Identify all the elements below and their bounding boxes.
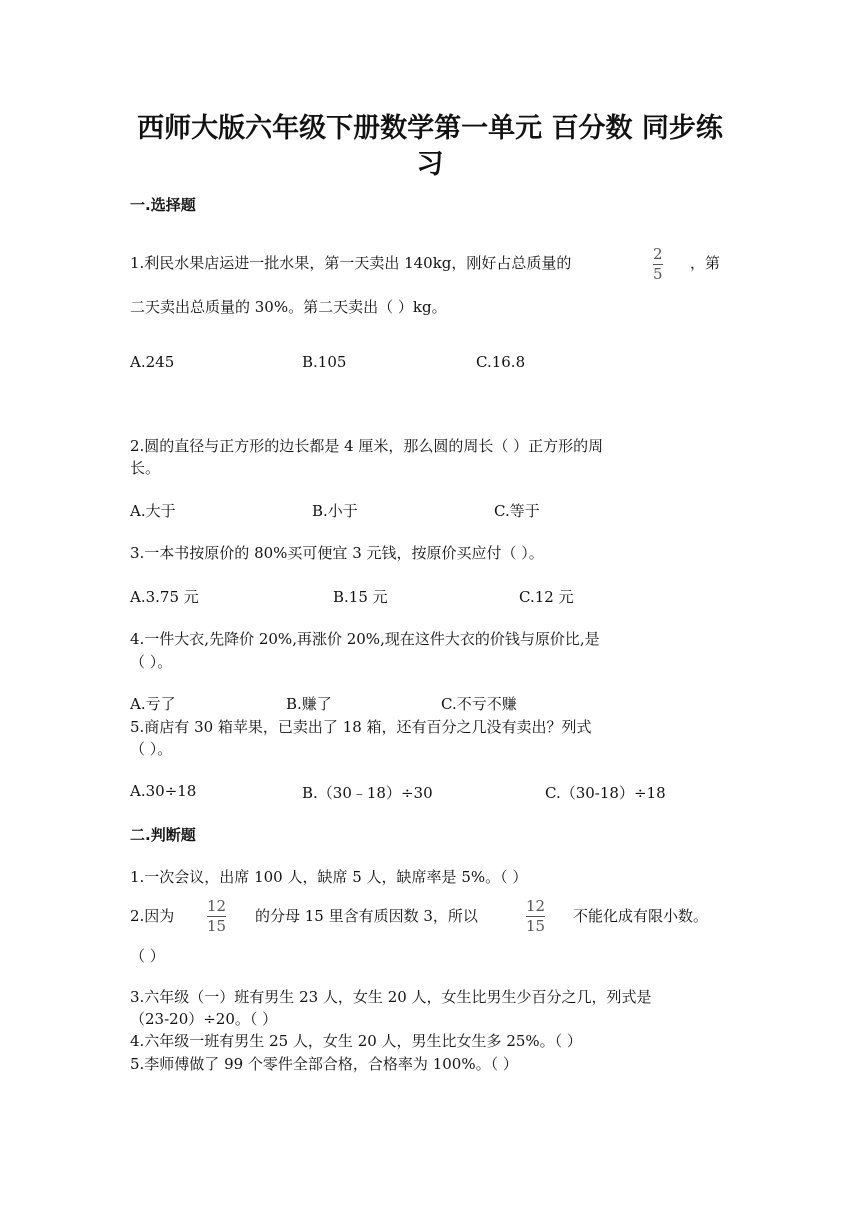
q5-option-a: A.30÷18 (130, 782, 197, 800)
q1-text-line1-end: ，第 (690, 254, 721, 272)
q5-text-line2: （ ）。 (130, 740, 173, 758)
q4-option-b: B.赚了 (286, 695, 332, 713)
j2-fraction-1 (207, 896, 226, 934)
j2-fraction-2-numerator: 12 (526, 897, 546, 915)
q4-text-line1: 4.一件大衣,先降价 20%,再涨价 20%,现在这件大衣的价钱与原价比,是 (130, 630, 600, 648)
j2-text-line2: （ ） (130, 947, 165, 965)
q2-text-line1: 2.圆的直径与正方形的边长都是 4 厘米，那么圆的周长（ ）正方形的周 (130, 437, 604, 455)
j3-text-line1: 3.六年级（一）班有男生 23 人，女生 20 人，女生比男生少百分之几，列式是 (130, 988, 652, 1006)
q3-option-c: C.12 元 (519, 588, 574, 606)
j5-text: 5.李师傅做了 99 个零件全部合格，合格率为 100%。（ ） (130, 1055, 518, 1073)
j2-fraction-2 (526, 896, 545, 934)
q5-text-line1: 5.商店有 30 箱苹果，已卖出了 18 箱，还有百分之几没有卖出？列式 (130, 718, 592, 736)
q1-fraction (653, 244, 663, 282)
j1-text: 1.一次会议，出席 100 人，缺席 5 人，缺席率是 5%。（ ） (130, 868, 528, 886)
q1-option-a: A.245 (130, 353, 175, 371)
q1-text-line1: 1.利民水果店运进一批水果，第一天卖出 140kg，刚好占总质量的 (130, 254, 572, 272)
q4-option-a: A.亏了 (130, 695, 176, 713)
j2-fraction-2-denominator: 15 (526, 917, 546, 935)
j4-text: 4.六年级一班有男生 25 人，女生 20 人，男生比女生多 25%。（ ） (130, 1032, 582, 1050)
q1-fraction-denominator: 5 (653, 265, 663, 283)
j2-text-start: 2.因为 (130, 907, 175, 925)
q2-option-b: B.小于 (312, 502, 358, 520)
section-heading-choice: 一.选择题 (130, 196, 196, 214)
q4-text-line2: （ ）。 (130, 653, 173, 671)
j2-text-middle: 的分母 15 里含有质因数 3，所以 (255, 907, 478, 925)
section-heading-judgement: 二.判断题 (130, 826, 196, 844)
page-title-line1: 西师大版六年级下册数学第一单元 百分数 同步练 (137, 113, 723, 144)
q1-text-line2: 二天卖出总质量的 30%。第二天卖出（ ）kg。 (130, 298, 447, 316)
q2-option-c: C.等于 (494, 502, 540, 520)
j2-text-end: 不能化成有限小数。 (573, 907, 709, 925)
q4-option-c: C.不亏不赚 (441, 695, 517, 713)
q5-option-b: B.（30﹣18）÷30 (302, 784, 433, 802)
page-title-line2: 习 (416, 149, 444, 180)
q3-option-b: B.15 元 (333, 588, 388, 606)
q1-fraction-numerator: 2 (653, 245, 663, 263)
q2-text-line2: 长。 (130, 459, 161, 477)
q3-option-a: A.3.75 元 (130, 588, 199, 606)
q1-option-c: C.16.8 (476, 353, 526, 371)
q2-option-a: A.大于 (130, 502, 176, 520)
q5-option-c: C.（30-18）÷18 (545, 784, 666, 802)
j3-text-line2: （23-20）÷20。（ ） (130, 1010, 278, 1028)
j2-fraction-1-denominator: 15 (207, 917, 227, 935)
q1-option-b: B.105 (302, 353, 347, 371)
j2-fraction-1-numerator: 12 (207, 897, 227, 915)
q3-text-line1: 3.一本书按原价的 80%买可便宜 3 元钱，按原价买应付（ ）。 (130, 544, 544, 562)
